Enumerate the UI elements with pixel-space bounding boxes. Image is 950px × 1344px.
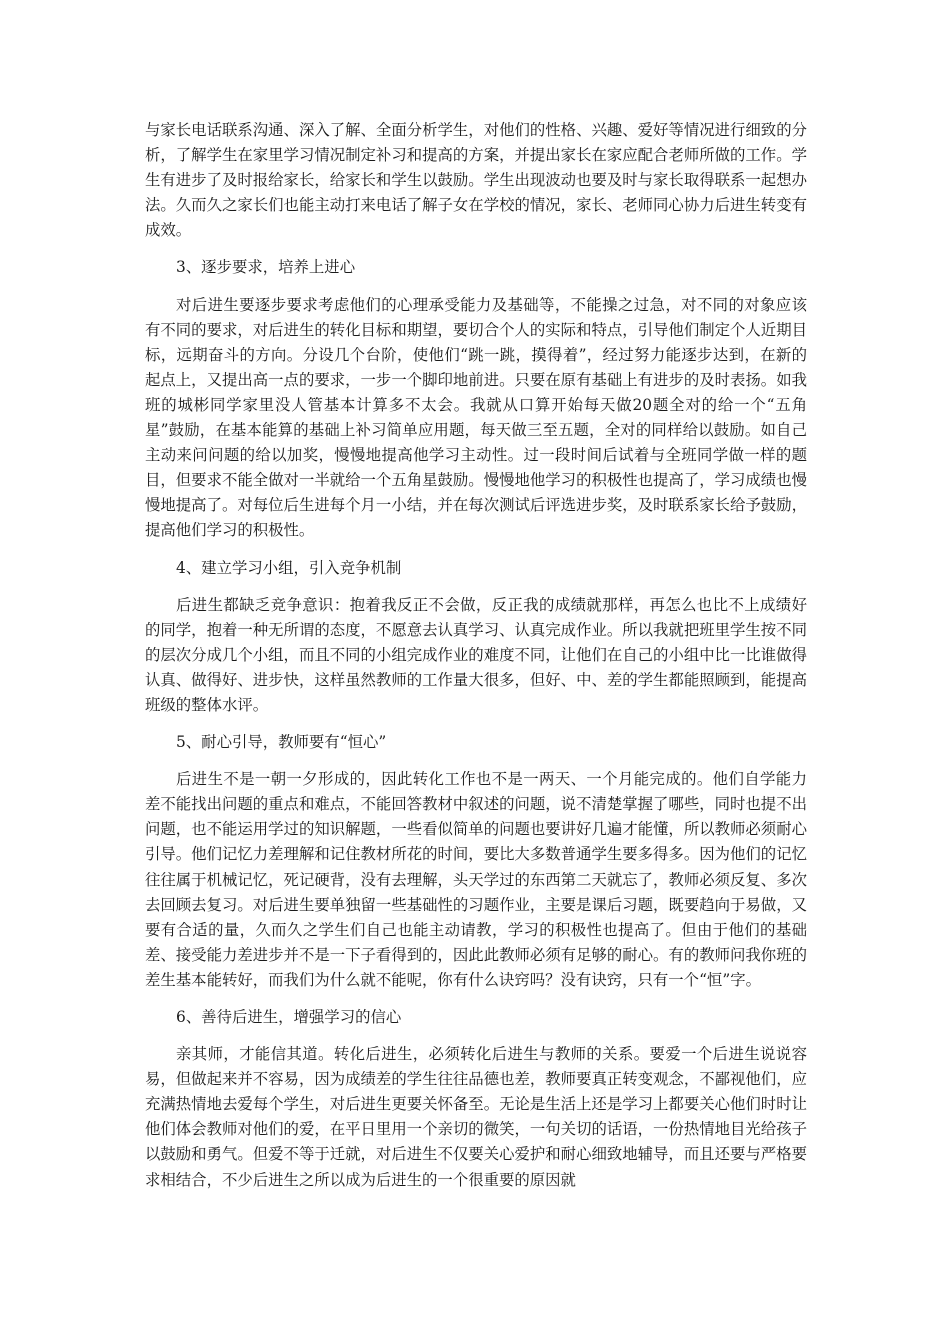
section-heading-3: 3、逐步要求，培养上进心 [176,258,356,277]
section-heading-6: 6、善待后进生，增强学习的信心 [176,1008,402,1026]
paragraph-gradual-requirements: 对后进生要逐步要求考虑他们的心理承受能力及基础等，不能操之过急，对不同的对象应该有不同的要求，对后进生的转化目标和期望，要切合个人的实际和特点，引导他们制定个人近期目标，远期奋斗的方向。分设几个台阶，使他们“跳一跳，摸得着”，经过努力能逐步达到，在新的起点上，又提出高一点的要求，一步一个脚印地前进。只要在原有基础上有进步的及时表扬。如我班的城彬同学家里没人管基本计算多不太会。我就从口算开始每天做20题全对的给一个“五角星”鼓励，在基本能算的基础上补习简单应用题，每天做三至五题，全对的同样给以鼓励。如自己主动来问问题的给以加奖，慢慢地提高他学习主动性。过一段时间后试着与全班同学做一样的题目，但要求不能全做对一半就给一个五角星鼓励。慢慢地他学习的积极性也提高了，学习成绩也慢慢地提高了。对每位后生进每个月一小结，并在每次测试后评选进步奖，及时联系家长给予鼓励，提高他们学习的积极性。 [145,295,807,540]
section-heading-4: 4、建立学习小组，引入竞争机制 [176,558,402,577]
paragraph-parent-communication: 与家长电话联系沟通、深入了解、全面分析学生，对他们的性格、兴趣、爱好等情况进行细致的分析，了解学生在家里学习情况制定补习和提高的方案，并提出家长在家应配合老师所做的工作。学生有进步了及时报给家长，给家长和学生以鼓励。学生出现波动也要及时与家长取得联系一起想办法。久而久之家长们也能主动打来电话了解子女在学校的情况，家长、老师同心协力后进生转变有成效。 [145,121,807,240]
document-page [145,118,807,1205]
paragraph-study-groups: 后进生都缺乏竞争意识：抱着我反正不会做，反正我的成绩就那样，再怎么也比不上成绩好的同学，抱着一种无所谓的态度，不愿意去认真学习、认真完成作业。所以我就把班里学生按不同的层次分成几个小组，而且不同的小组完成作业的难度不同，让他们在自己的小组中比一比谁做得认真、做得好、进步快，这样虽然教师的工作量大很多，但好、中、差的学生都能照顾到，能提高班级的整体水评。 [145,595,807,714]
paragraph-patient-guidance: 后进生不是一朝一夕形成的，因此转化工作也不是一两天、一个月能完成的。他们自学能力差不能找出问题的重点和难点，不能回答教材中叙述的问题，说不清楚掌握了哪些，同时也提不出问题，也不能运用学过的知识解题，一些看似简单的问题也要讲好几遍才能懂，所以教师必须耐心引导。他们记忆力差理解和记住教材所花的时间，要比大多数普通学生要多得多。因为他们的记忆往往属于机械记忆，死记硬背，没有去理解，头天学过的东西第二天就忘了，教师必须反复、多次去回顾去复习。对后进生要单独留一些基础性的习题作业，主要是课后习题，既要趋向于易做，又要有合适的量，久而久之学生们自己也能主动请教，学习的积极性也提高了。但由于他们的基础差、接受能力差进步并不是一下子看得到的，因此此教师必须有足够的耐心。有的教师问我你班的差生基本能转好，而我们为什么就不能呢，你有什么诀窍吗？没有诀窍，只有一个“恒”字。 [145,770,807,989]
section-heading-5: 5、耐心引导，教师要有“恒心” [176,733,387,752]
paragraph-treat-kindly: 亲其师，才能信其道。转化后进生，必须转化后进生与教师的关系。要爱一个后进生说说容易，但做起来并不容易，因为成绩差的学生往往品德也差，教师要真正转变观念，不鄙视他们，应充满热情地去爱每个学生，对后进生更要关怀备至。无论是生活上还是学习上都要关心他们时时让他们体会教师对他们的爱，在平日里用一个亲切的微笑，一句关切的话语，一份热情地目光给孩子以鼓励和勇气。但爱不等于迁就，对后进生不仅要关心爱护和耐心细致地辅导，而且还要与严格要求相结合，不少后进生之所以成为后进生的一个很重要的原因就 [145,1045,807,1189]
